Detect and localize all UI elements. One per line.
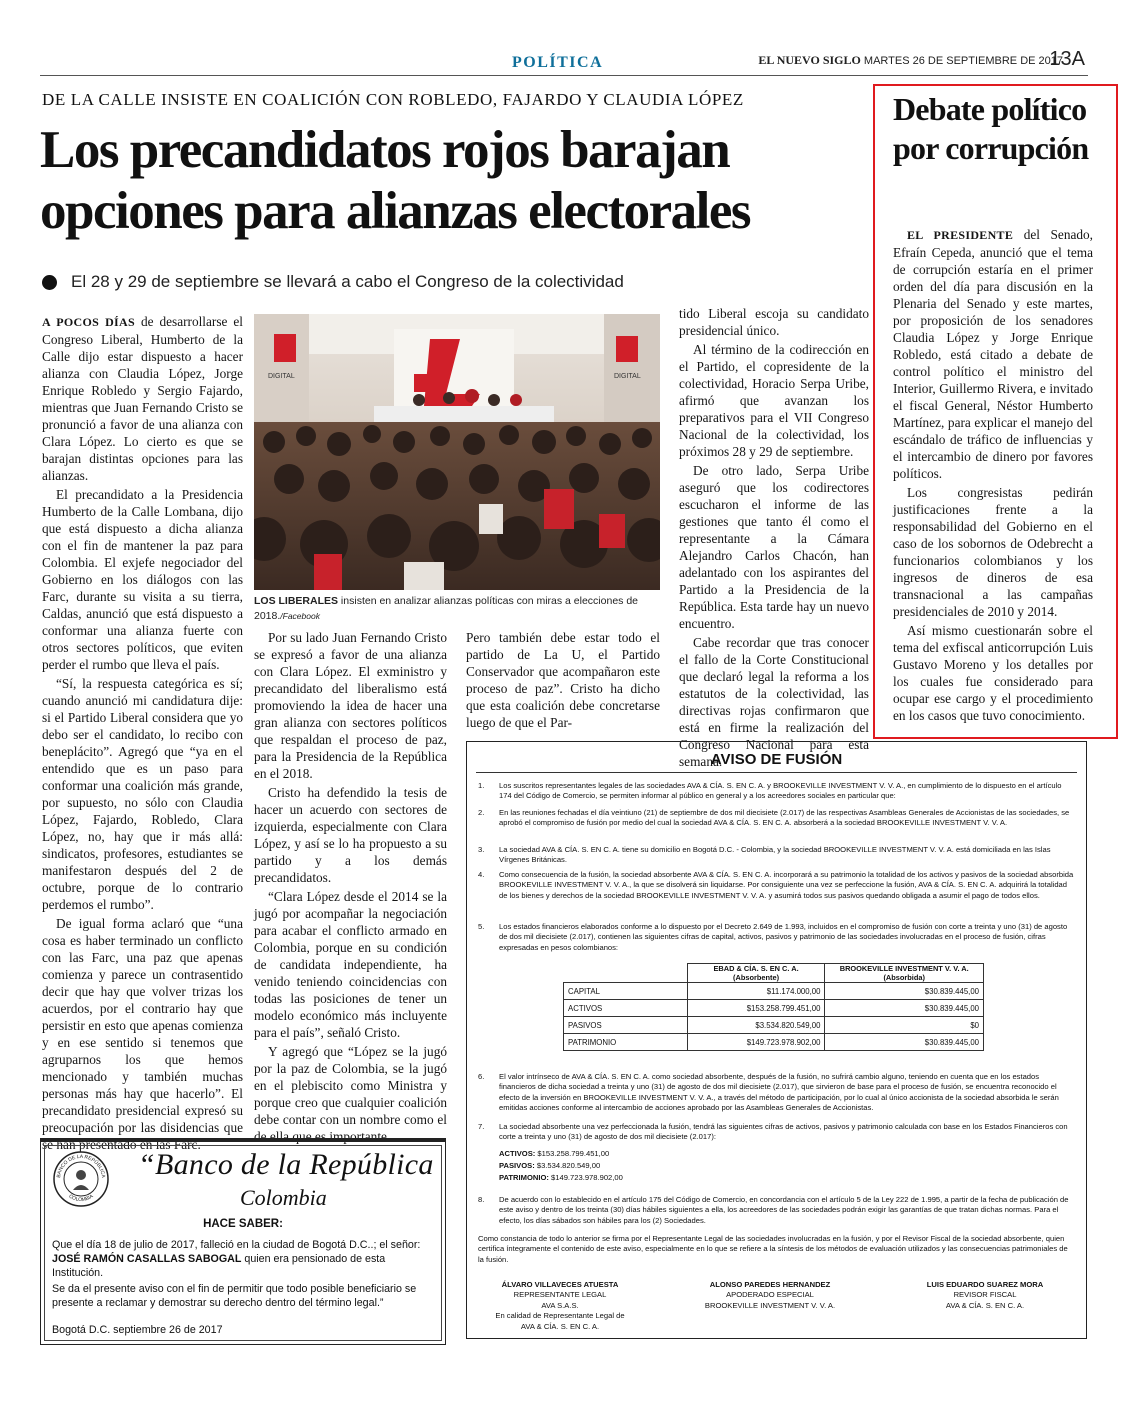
financial-table [563,963,984,1051]
notice-item: 8. De acuerdo con lo establecido en el artículo 175 del Código de Comercio, en concordancia con el artículo 5 de la Ley 222 de 1.995, a partir de la fecha de publicación de este aviso y dentro de los treinta (30) días hábiles siguientes a ella, los acreedores de las sociedades podrán exigir las garantías de que tratan dichas normas. Para el efecto, los días sábados son hábiles para los (2) Sociedades. [478,1195,1069,1225]
newspaper-name: EL NUEVO SIGLO [758,53,861,67]
table-header-absorbida: BROOKEVILLE INVESTMENT V. V. A. (Absorbida) [825,964,984,983]
caption-lead: LOS LIBERALES [254,595,339,607]
article-paragraph: El precandidato a la Presidencia Humberto de la Calle Lombana, dijo que está dispuesto a dicha alianza con el fin de mantener la paz para Colombia. El exjefe negociador del Gobierno en los diálogos con las Farc, durante su visita a su tierra, Caldas, anunció que está dispuesto a conformar una alianza fuerte con otros sectores políticos, que eviten perder el rumbo que lleva el país. [42,487,243,672]
after-fusion-line: PATRIMONIO: $149.723.978.902,00 [499,1173,623,1182]
bullet-icon [42,275,57,290]
table-header-blank [564,964,688,983]
merger-notice-title: AVISO DE FUSIÓN [710,751,843,768]
article-paragraph: De otro lado, Serpa Uribe aseguró que los codirectores escucharon el informe de las gestiones que tanto él como el representante a la Cámara Alejandro Carlos Chacón, han adelantado con los aspirantes del Partido a la Presidencia de la República. Esta tarde hay un nuevo encuentro. [679,463,869,631]
signature-block: ALONSO PAREDES HERNANDEZ APODERADO ESPECIAL BROOKEVILLE INVESTMENT V. V. A. [690,1280,850,1311]
bank-notice-paragraph: Se da el presente aviso con el fin de permitir que todo posible beneficiario se presente a reclamar y demostrar su derecho dentro del término legal.” [52,1283,417,1309]
article-kicker: DE LA CALLE INSISTE EN COALICIÓN CON ROBLEDO, FAJARDO Y CLAUDIA LÓPEZ [42,90,744,109]
liberal-congress-photo [254,314,660,590]
sidebar-paragraph: EL PRESIDENTE del Senado, Efraín Cepeda, anunció que el tema de corrupción estaría en el primer orden del día para discusión en la Plenaria del Senado y este martes, por proposición de los senadores Claudia López y Jorge Enrique Robledo, está citado a debate de control político el ministro del Interior, Guillermo Rivera, e invitado el fiscal General, Néstor Humberto Martínez, para explicar el manejo del escándalo de tráfico de influencias y el intercambio de dinero por favores políticos. [893,227,1093,481]
sidebar-paragraph: Así mismo cuestionarán sobre el tema del exfiscal anticorrupción Luis Gustavo Moreno y los detalles por los cuales fue considerado para ocupar ese cargo y el procedimiento en los casos que tuvo conocimiento. [893,623,1093,723]
merger-notice-divider [476,772,1077,773]
after-fusion-line: ACTIVOS: $153.258.799.451,00 [499,1149,610,1158]
notice-item: 1. Los suscritos representantes legales de las sociedades AVA & CÍA. S. EN C. A. y BROOKEVILLE INVESTMENT V. V. A., en cumplimiento de lo dispuesto en el artículo 174 del Código de Comercio, se permiten informar al público en general y a los acreedores sociales en particular que: [478,781,1062,801]
page-number: 13A [1049,48,1085,70]
signature-block: ÁLVARO VILLAVECES ATUESTA REPRESENTANTE LEGAL AVA S.A.S. En calidad de Representante Legal de AVA & CÍA. S. EN C. A. [480,1280,640,1332]
notice-closing: Como constancia de todo lo anterior se firma por el Representante Legal de las sociedades involucradas en la fusión, y por el Revisor Fiscal de la sociedad absorbente, quien certifica íntegramente el contenido de este aviso, especialmente en lo que se refiere a la síntesis de los métodos de evaluación utilizados y las consecuencias patrimoniales de la fusión. [478,1234,1068,1264]
section-label: POLÍTICA [512,54,604,71]
article-paragraph: Cristo ha defendido la tesis de hacer un acuerdo con sectores de izquierda, especialmente con Clara López, y así se lo ha propuesto a su partido y a los demás precandidatos. [254,785,447,885]
seal-bottom-text: COLOMBIA [67,1193,95,1204]
table-row: ACTIVOS $153.258.799.451,00 $30.839.445,00 [564,1000,984,1017]
bank-country: Colombia [240,1185,327,1210]
article-column-4 [679,305,869,772]
signature-block: LUIS EDUARDO SUAREZ MORA REVISOR FISCAL AVA & CÍA. S. EN C. A. [905,1280,1065,1311]
notice-item: 6. El valor intrínseco de AVA & CÍA. S. EN C. A. como sociedad absorbente, después de la fusión, no sufrirá cambio alguno, teniendo en cuenta que en los estados financieros de dicha sociedad a treinta y uno (31) de agosto de dos mil diecisiete (2.017), que sirvieron de base para el proceso de fusión, se encuentra reconocido el efecto de la inversión en BROOKEVILLE INVESTMENT V. V. A., a través del método de participación, por lo cual al único accionista de la sociedad absorbida le serán emitidas acciones conforme al intercambio de acciones aprobado por las Asambleas Generales de Accionistas. [478,1072,1059,1113]
article-photo [254,314,660,590]
notice-item: 5. Los estados financieros elaborados conforme a lo dispuesto por el Decreto 2.649 de 1.993, incluidos en el compromiso de fusión con corte a treinta y uno (31) de agosto de dos mil diecisiete (2.017), contienen las siguientes cifras de capital, activos, pasivos y patrimonio de las sociedades involucradas en el proceso de fusión, cifras expresadas en pesos colombianos: [478,922,1068,952]
article-column-2 [254,629,447,1147]
table-row: CAPITAL $11.174.000,00 $30.839.445,00 [564,983,984,1000]
article-paragraph: A POCOS DÍAS de desarrollarse el Congreso Liberal, Humberto de la Calle dijo estar dispuesto a hacer alianza con Claudia López, Jorge Enrique Robledo y Sergio Fajardo, mientras que Juan Fernando Cristo se pronunció a favor de una alianza con Clara López. Lo cierto es que se barajan distintas opciones para las alianzas. [42,314,243,483]
svg-text:COLOMBIA [68,1193,95,1203]
article-paragraph: Cabe recordar que tras conocer el fallo de la Corte Constitucional que declaró legal la reforma a los estatutos de la colectividad, las directivas rojas confirmaron que está en firme la realización del Congreso Nacional para esta semana. [679,635,869,769]
article-paragraph: Al término de la codirección en el Partido, el copresidente de la colectividad, Horacio Serpa Uribe, afirmó que avanzan los preparativos para el VII Congreso Nacional de la colectividad, los próximos 28 y 29 de septiembre. [679,342,869,459]
notice-item: 2. En las reuniones fechadas el día veintiuno (21) de septiembre de dos mil diecisiete (2.017) de las respectivas Asambleas Generales de Accionistas de las sociedades, se aprobó el compromiso de fusión por medio del cual la sociedad AVA & CÍA. S. EN C. A. absorberá a la sociedad BROOKEVILLE INVESTMENT V. V. A. [478,808,1070,828]
table-row: PASIVOS $3.534.820.549,00 $0 [564,1017,984,1034]
header-divider [40,75,1088,76]
bank-notice-date: Bogotá D.C. septiembre 26 de 2017 [52,1324,223,1336]
bank-seal-icon [52,1150,110,1208]
article-headline [40,120,860,242]
sidebar-lead-word: EL PRESIDENTE [907,228,1014,242]
signatory-name: ÁLVARO VILLAVECES ATUESTA [501,1280,619,1289]
photo-sign-right: DIGITAL [614,373,641,380]
lead-word: A POCOS DÍAS [42,315,135,329]
notice-item: 7. La sociedad absorbente una vez perfeccionada la fusión, tendrá las siguientes cifras de activos, pasivos y patrimonio calculada con base en los Estados Financieros con corte a treinta y uno (31) de agosto de dos mil diecisiete (2.017): [478,1122,1068,1142]
photo-caption [254,594,660,624]
photo-sign-left: DIGITAL [268,373,295,380]
article-paragraph: “Clara López desde el 2014 se la jugó por acompañar la negociación para acabar el conflicto armado en Colombia, porque en su condición de candidata independiente, ha venido teniendo coincidencias con todas las posiciones de tener un modelo económico más incluyente para el país”, señaló Cristo. [254,889,447,1040]
article-paragraph: Y agregó que “López se la jugó por la paz de Colombia, se la jugó en el plebiscito como Ministra y porque creo que cualquier coalición debe contar con un nombre como el de ella que es importante. [254,1044,447,1144]
masthead-date [758,53,1063,68]
table-header-absorbente: EBAD & CÍA. S. EN C. A. (Absorbente) [687,964,825,983]
hace-saber-heading: HACE SABER: [203,1218,283,1230]
sidebar-paragraph: Los congresistas pedirán justificaciones frente a la responsabilidad del Gobierno en el caso de los sobornos de Odebrecht a funcionarios colombianos y los ingresos de dineros de esa transnacional a las campañas presidenciales de 2010 y 2014. [893,485,1093,619]
article-subhead [42,272,624,292]
signatory-name: ALONSO PAREDES HERNANDEZ [709,1280,831,1289]
after-fusion-figures [499,1148,799,1184]
photo-credit: /Facebook [280,611,320,621]
sidebar-body [893,226,1093,726]
bank-notice-paragraph: Que el día 18 de julio de 2017, falleció en la ciudad de Bogotá D.C..; el señor: JOSÉ RAMÓN CASALLAS SABOGAL quien era pensionado de esta Institución. [52,1239,421,1279]
caption-text: insisten en analizar alianzas políticas con miras a elecciones de 2018. [254,595,639,622]
article-paragraph: “Sí, la respuesta categórica es sí; cuando anunció mi candidatura dije: si el Partido Liberal considera que yo debo ser el candidato, lo recibo con beneplácito”. Agregó que “ya en el entendido que es un paso para conformar una coalición más grande, por supuesto, no sólo con Claudia López, Fajardo, Robledo, Clara López, no, hay que ir más allá: sindicatos, profesores, estudiantes se manifestaron después del 2 de octubre, porque de lo contrario perdemos el rumbo”. [42,676,243,912]
table-header-row [564,964,984,983]
article-paragraph: De igual forma aclaró que “una cosa es haber terminado un conflicto con las Farc, una paz que apenas comienza y parece un contrasentido decir que hay que volver trizas los acuerdos, por el contrario hay que persistir en esto que apenas comienza y en ese sentido si tenemos que agruparnos los que hemos mencionado y también muchas personas más hay que hacerlo”. El precandidato presidencial expresó su preocupación por las disidencias que se han presentado en las Farc. [42,916,243,1152]
sidebar-title: Debate político por corrupción [893,91,1089,166]
headline-line-2: opciones para alianzas electorales [40,182,751,240]
headline-line-1: Los precandidatos rojos barajan [40,121,730,179]
issue-date: MARTES 26 DE SEPTIEMBRE DE 2017 [863,55,1063,67]
article-paragraph: Por su lado Juan Fernando Cristo se expresó a favor de una alianza con Clara López. El exministro y precandidato del liberalismo está promoviendo la idea de hacer una gran alianza con sectores políticos que respaldan el proceso de paz, para la Presidencia de la República en el 2018. [254,630,447,781]
after-fusion-line: PASIVOS: $3.534.820.549,00 [499,1161,601,1170]
signatory-name: LUIS EDUARDO SUAREZ MORA [926,1280,1044,1289]
article-column-1 [42,313,243,1155]
seal-top-text: BANCO DE LA REPÚBLICA [55,1153,107,1179]
table-row: PATRIMONIO $149.723.978.902,00 $30.839.445,00 [564,1034,984,1051]
article-paragraph: tido Liberal escoja su candidato presidencial único. [679,306,869,338]
article-column-3 [466,629,660,733]
deceased-name: JOSÉ RAMÓN CASALLAS SABOGAL [52,1253,242,1265]
notice-item: 4. Como consecuencia de la fusión, la sociedad absorbente AVA & CÍA. S. EN C. A. incorporará a su patrimonio la totalidad de los activos y pasivos de la sociedad absorbida BROOKEVILLE INVESTMENT V. V. A., la que se disolverá sin liquidarse. Por consiguiente una vez se perfeccione la fusión, AVA & CÍA. S. EN C. A. adquirirá la totalidad de los bienes y derechos de la sociedad BROOKEVILLE INVESTMENT V. V. A. y asumirá todos sus pasivos quedando obligada a asumir el pago de todos ellos. [478,870,1074,900]
bank-name: “Banco de la República [138,1148,434,1181]
subhead-text: El 28 y 29 de septiembre se llevará a cabo el Congreso de la colectividad [71,272,624,291]
article-paragraph: Pero también debe estar todo el partido de La U, el Partido Conservador que acompañaron este proceso de paz”. Cristo ha dicho que esta coalición debe concretarse luego de que el Par- [466,630,660,730]
notice-item: 3. La sociedad AVA & CÍA. S. EN C. A. tiene su domicilio en Bogotá D.C. - Colombia, y la sociedad BROOKEVILLE INVESTMENT V. V. A. está domiciliada en las Islas Vírgenes Británicas. [478,845,1051,865]
